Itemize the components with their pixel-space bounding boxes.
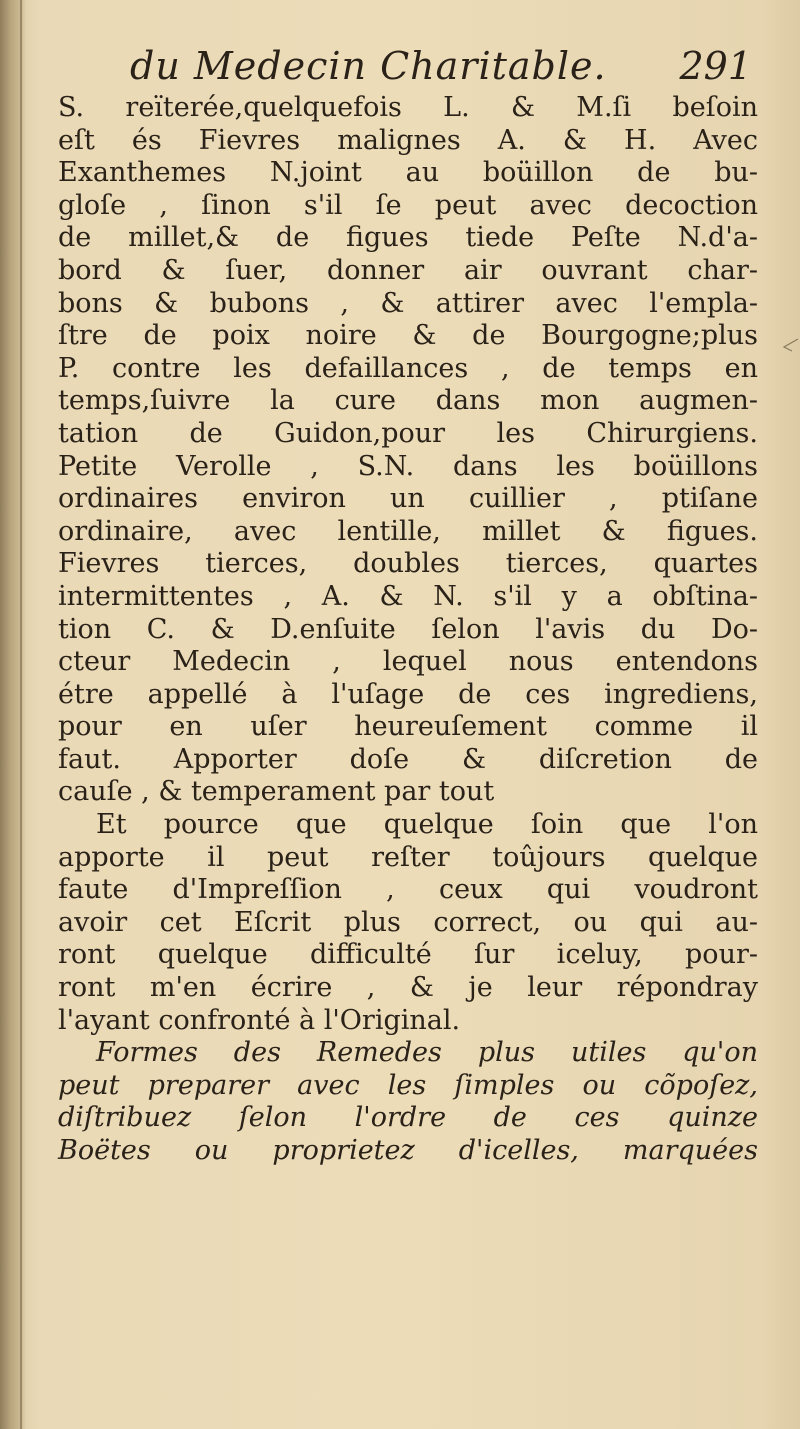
text-line: Petite Verolle , S.N. dans les boüillons	[58, 450, 758, 482]
text-line: cteur Medecin , lequel nous entendons	[58, 646, 758, 678]
text-line: pour en uſer heureuſement comme il	[58, 711, 758, 743]
text-line: bons & bubons , & attirer avec l'empla-	[58, 287, 758, 319]
text-line: P. contre les defaillances , de temps en	[58, 352, 758, 384]
text-line: faute d'Impreſſion , ceux qui voudront	[58, 874, 758, 906]
text-line: ordinaires environ un cuillier , ptiſane	[58, 483, 758, 515]
running-header	[130, 40, 760, 90]
text-line: S. reïterée,quelquefois L. & M.ſi beſoin	[58, 92, 758, 123]
text-line: ſtre de poix noire & de Bourgogne;plus	[58, 320, 758, 352]
text-line: faut. Apporter doſe & diſcretion de	[58, 743, 758, 775]
running-title: du Medecin Charitable.	[130, 44, 607, 88]
text-line: cauſe , & temperament par tout	[58, 776, 495, 808]
section-heading-line: diſtribuez ſelon l'ordre de ces quinze	[58, 1102, 758, 1134]
section-heading-line: Formes des Remedes plus utiles qu'on	[96, 1037, 758, 1069]
text-line: ront m'en écrire , & je leur répondray	[58, 972, 758, 1004]
text-line: gloſe , ſinon s'il ſe peut avec decoction	[58, 189, 758, 221]
text-line: l'ayant confronté à l'Original.	[58, 1004, 461, 1036]
text-line: ront quelque difficulté ſur iceluy, pour-	[58, 939, 758, 971]
text-line: tation de Guidon,pour les Chirurgiens.	[58, 417, 758, 449]
section-heading-line: Boëtes ou proprietez d'icelles, marquées	[58, 1135, 758, 1166]
margin-mark-icon	[778, 335, 800, 355]
section-heading-line: peut preparer avec les ſimples ou cõpoſez,	[58, 1069, 758, 1101]
text-line: intermittentes , A. & N. s'il y a obſtina-	[58, 580, 758, 612]
text-line: Exanthemes N.joint au boüillon de bu-	[58, 157, 758, 189]
text-line: de millet,& de figues tiede Peſte N.d'a-	[58, 222, 758, 254]
text-line: Et pource que quelque ſoin que l'on	[96, 809, 758, 841]
page-number: 291	[679, 44, 752, 88]
text-line: bord & ſuer, donner air ouvrant char-	[58, 254, 758, 286]
book-gutter	[0, 0, 26, 1429]
gutter-shadow-line	[20, 0, 22, 1429]
text-line: eſt és Fievres malignes A. & H. Avec	[58, 124, 758, 156]
text-line: apporte il peut reſter toûjours quelque	[58, 841, 758, 873]
text-line: temps,ſuivre la cure dans mon augmen-	[58, 385, 758, 417]
text-line: avoir cet Eſcrit plus correct, ou qui au-	[58, 906, 758, 938]
text-line: tion C. & D.enſuite ſelon l'avis du Do-	[58, 613, 758, 645]
text-line: étre appellé à l'uſage de ces ingrediens,	[58, 678, 758, 710]
body-text	[58, 92, 758, 1168]
text-line: ordinaire, avec lentille, millet & figues.	[58, 515, 758, 547]
text-line: Fievres tierces, doubles tierces, quartes	[58, 548, 758, 580]
